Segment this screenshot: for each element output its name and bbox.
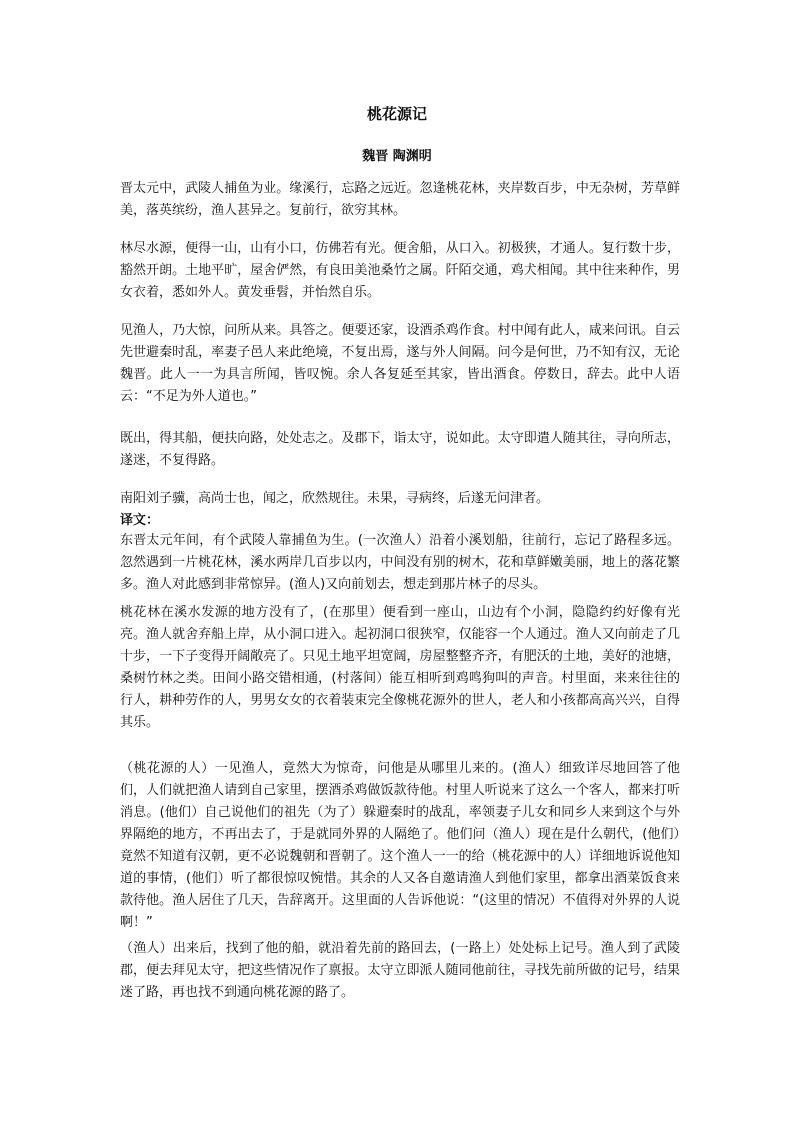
original-paragraph-3: 见渔人，乃大惊，问所从来。具答之。便要还家，设酒杀鸡作食。村中闻有此人，咸来问讯。自云先世避秦时乱，率妻子邑人来此绝境，不复出焉，遂与外人间隔。问今是何世，乃不知有汉，无论魏晋。此人一一为具言所闻，皆叹惋。余人各复延至其家，皆出酒食。停数日，辞去。此中人语云：“不足为外人道也。” — [120, 323, 680, 404]
translation-paragraph-3: （桃花源的人）一见渔人，竟然大为惊奇，问他是从哪里儿来的。(渔人）细致详尽地回答了他们，人们就把渔人请到自己家里，摆酒杀鸡做饭款待他。村里人听说来了这么一个客人，都来打听消息。(他们）自己说他们的祖先（为了）躲避秦时的战乱，率领妻子儿女和同乡人来到这个与外界隔绝的地方，不再出去了，于是就同外界的人隔绝了。他们问（渔人）现在是什么朝代，(他们）竟然不知道有汉朝，更不必说魏朝和晋朝了。这个渔人一一的给（桃花源中的人）详细地诉说他知道的事情，(他们）听了都很惊叹惋惜。其余的人又各自邀请渔人到他们家里，都拿出酒菜饭食来款待他。渔人居住了几天，告辞离开。这里面的人告诉他说：“(这里的情况）不值得对外界的人说啊！” — [120, 761, 680, 930]
original-paragraph-2: 林尽水源，便得一山，山有小口，仿佛若有光。便舍船，从口入。初极狭，才通人。复行数十步，豁然开朗。土地平旷，屋舍俨然，有良田美池桑竹之属。阡陌交通，鸡犬相闻。其中往来种作，男女衣着，悉如外人。黄发垂髫，并怡然自乐。 — [120, 241, 680, 300]
original-paragraph-5: 南阳刘子骥，高尚士也，闻之，欣然规往。未果，寻病终，后遂无问津者。 — [120, 491, 550, 506]
original-paragraph-1: 晋太元中，武陵人捕鱼为业。缘溪行，忘路之远近。忽逢桃花林，夹岸数百步，中无杂树，芳草鲜美，落英缤纷，渔人甚异之。复前行，欲穷其林。 — [120, 181, 680, 218]
translation-paragraph-2: 桃花林在溪水发源的地方没有了，(在那里）便看到一座山，山边有个小洞，隐隐约约好像有光亮。渔人就舍弃船上岸，从小洞口进入。起初洞口很狭窄，仅能容一个人通过。渔人又向前走了几十步，一下子变得开阔敞亮了。只见土地平坦宽阔，房屋整整齐齐，有肥沃的土地，美好的池塘，桑树竹林之类。田间小路交错相通，(村落间）能互相听到鸡鸣狗叫的声音。村里面，来来往往的行人，耕种劳作的人，男男女女的衣着装束完全像桃花源外的世人，老人和小孩都高高兴兴，自得其乐。 — [120, 605, 680, 730]
document-author: 魏晋 陶渊明 — [362, 149, 432, 164]
translation-paragraph-1: 东晋太元年间，有个武陵人靠捕鱼为生。(一次渔人）沿着小溪划船，往前行，忘记了路程多远。忽然遇到一片桃花林，溪水两岸几百步以内，中间没有别的树木，花和草鲜嫩美丽，地上的落花繁多。渔人对此感到非常惊异。(渔人)又向前划去，想走到那片林子的尽头。 — [120, 533, 680, 592]
document-title: 桃花源记 — [366, 105, 427, 123]
original-paragraph-4: 既出，得其船，便扶向路，处处志之。及郡下，诣太守，说如此。太守即遣人随其往，寻向所志，遂迷，不复得路。 — [120, 431, 680, 468]
translation-paragraph-4: （渔人）出来后，找到了他的船，就沿着先前的路回去，(一路上）处处标上记号。渔人到了武陵郡，便去拜见太守，把这些情况作了禀报。太守立即派人随同他前往，寻找先前所做的记号，结果迷了路，再也找不到通向桃花源的路了。 — [120, 941, 680, 1000]
translation-label: 译文： — [120, 513, 160, 528]
